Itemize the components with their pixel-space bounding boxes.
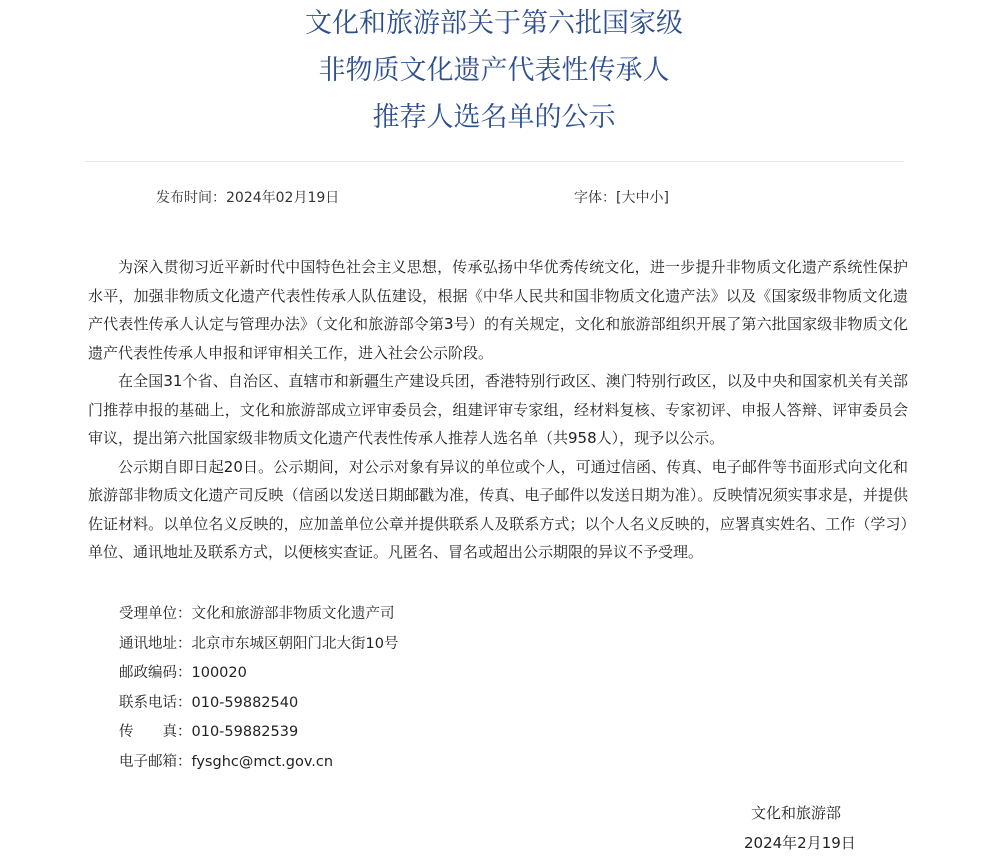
contact-info xyxy=(119,600,398,778)
article-body xyxy=(88,253,908,567)
contact-address: 通讯地址：北京市东城区朝阳门北大街10号 xyxy=(119,635,399,652)
font-size-label: 字体： xyxy=(574,190,616,206)
contact-fax: 传 真：010-59882539 xyxy=(119,724,299,741)
publish-time: 发布时间：2024年02月19日 xyxy=(156,190,340,206)
title-line-3: 推荐人选名单的公示 xyxy=(372,102,616,133)
body-paragraph-3: 公示期自即日起20日。公示期间，对公示对象有异议的单位或个人，可通过信函、传真、电子邮件等书面形式向文化和旅游部非物质文化遗产司反映（信函以发送日期邮戳为准，传真、电子邮件以发送日期为准）。反映情况须实事求是，并提供佐证材料。以单位名义反映的，应加盖单位公章并提供联系人及联系方式；以个人名义反映的，应署真实姓名、工作（学习）单位、通讯地址及联系方式，以便核实查证。凡匿名、冒名或超出公示期限的异议不予受理。 xyxy=(88,457,908,561)
signature-org: 文化和旅游部 xyxy=(751,804,842,822)
signature-date: 2024年2月19日 xyxy=(744,834,856,852)
contact-unit: 受理单位：文化和旅游部非物质文化遗产司 xyxy=(119,606,395,622)
contact-postcode: 邮政编码：100020 xyxy=(119,665,247,682)
body-paragraph-2: 在全国31个省、自治区、直辖市和新疆生产建设兵团，香港特别行政区、澳门特别行政区，以及中央和国家机关有关部门推荐申报的基础上，文化和旅游部成立评审委员会，组建评审专家组，经材料复核、专家初评、申报人答辩、评审委员会审议，提出第六批国家级非物质文化遗产代表性传承人推荐人选名单（共958人），现予以公示。 xyxy=(88,372,908,447)
font-size-control xyxy=(574,188,669,208)
title-divider xyxy=(85,161,904,162)
contact-email: 电子邮箱：fysghc@mct.gov.cn xyxy=(119,753,334,770)
body-paragraph-1: 为深入贯彻习近平新时代中国特色社会主义思想，传承弘扬中华优秀传统文化，进一步提升非物质文化遗产系统性保护水平，加强非物质文化遗产代表性传承人队伍建设，根据《中华人民共和国非物质文化遗产法》以及《国家级非物质文化遗产代表性传承人认定与管理办法》（文化和旅游部令第3号）的有关规定，文化和旅游部组织开展了第六批国家级非物质文化遗产代表性传承人申报和评审相关工作，进入社会公示阶段。 xyxy=(88,258,908,362)
font-size-switch[interactable]: [大中小] xyxy=(616,190,669,206)
title-line-2: 非物质文化遗产代表性传承人 xyxy=(318,55,670,86)
contact-phone: 联系电话：010-59882540 xyxy=(119,694,299,711)
title-line-1: 文化和旅游部关于第六批国家级 xyxy=(305,8,683,39)
article-title xyxy=(0,0,988,141)
